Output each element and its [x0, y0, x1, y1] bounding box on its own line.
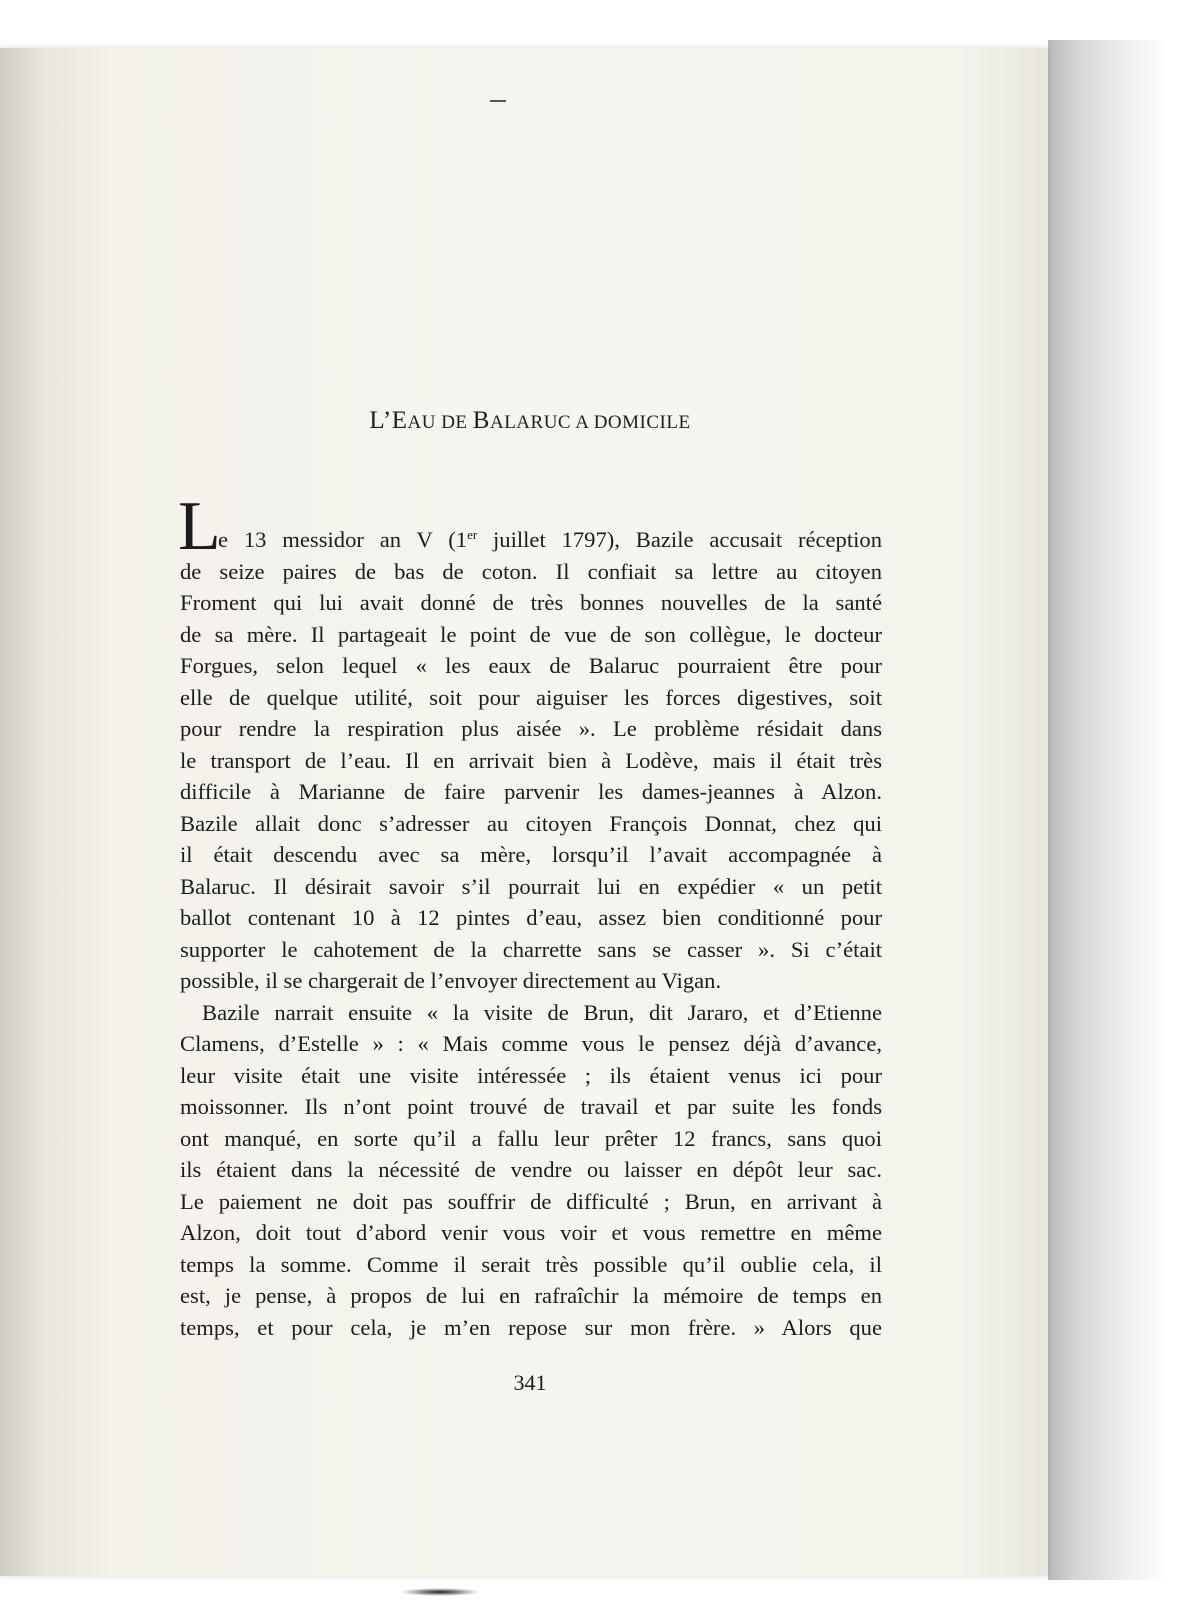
page-number: 341 [513, 1370, 547, 1395]
title-initial: L’ [369, 407, 392, 434]
text-line: ont manqué, en sorte qu’il a fallu leur prêter 12 francs, sans quoi [180, 1125, 882, 1151]
text-line: ils étaient dans la nécessité de vendre ou laisser en dépôt leur sac. [180, 1157, 882, 1182]
text-line: Bazile allait donc s’adresser au citoyen François Donnat, chez qui [180, 810, 882, 836]
title-caps-1: E [391, 407, 408, 434]
text-line: difficile à Marianne de faire parvenir les dames-jeannes à Alzon. [180, 779, 882, 804]
text-line: est, je pense, à propos de lui en rafraîchir la mémoire de temps en [180, 1283, 882, 1308]
text-line: Forgues, selon lequel « les eaux de Balaruc pourraient être pour [180, 653, 882, 678]
title-smallcaps-2: ALARUC A DOMICILE [489, 412, 691, 433]
chapter-title [180, 407, 880, 435]
text-line: Balaruc. Il désirait savoir s’il pourrait lui en expédier « un petit [180, 873, 882, 899]
scan-artifact [400, 1588, 480, 1596]
text-line: temps, et pour cela, je m’en repose sur mon frère. » Alors que [180, 1314, 882, 1340]
text-line: ballot contenant 10 à 12 pintes d’eau, assez bien conditionné pour [180, 905, 882, 930]
text-line: possible, il se chargerait de l’envoyer directement au Vigan. [180, 968, 722, 993]
body-text [180, 524, 882, 1343]
text-line: pour rendre la respiration plus aisée ». Le problème résidait dans [180, 716, 882, 741]
text-line: Clamens, d’Estelle » : « Mais comme vous le pensez déjà d’avance, [180, 1031, 882, 1056]
title-smallcaps-1: AU DE [407, 412, 473, 433]
text-line: le transport de l’eau. Il en arrivait bien à Lodève, mais il était très [180, 747, 882, 773]
text-line: moissonner. Ils n’ont point trouvé de travail et par suite les fonds [180, 1094, 882, 1119]
text-line: Bazile narrait ensuite « la visite de Brun, dit Jararo, et d’Etienne [202, 999, 882, 1025]
text-line: Le paiement ne doit pas souffrir de difficulté ; Brun, en arrivant à [180, 1188, 882, 1214]
text-line: e 13 messidor an V (1er juillet 1797), Bazile accusait réception [218, 527, 882, 552]
text-line: de seize paires de bas de coton. Il confiait sa lettre au citoyen [180, 558, 882, 584]
superscript-er: er [467, 527, 478, 542]
text-line: temps la somme. Comme il serait très possible qu’il oublie cela, il [180, 1251, 882, 1277]
text-line: de sa mère. Il partageait le point de vue de son collègue, le docteur [180, 621, 882, 647]
text-line: elle de quelque utilité, soit pour aiguiser les forces digestives, soit [180, 684, 882, 710]
top-dash-mark [490, 100, 506, 102]
text-line: il était descendu avec sa mère, lorsqu’il l’avait accompagnée à [180, 842, 882, 867]
page-edge-shadow [1048, 40, 1168, 1580]
text-line: leur visite était une visite intéressée ; ils étaient venus ici pour [180, 1062, 882, 1088]
title-caps-2: B [472, 407, 490, 434]
text-line: Alzon, doit tout d’abord venir vous voir et vous remettre en même [180, 1220, 882, 1245]
text-line: supporter le cahotement de la charrette sans se casser ». Si c’était [180, 936, 882, 962]
drop-cap: L [178, 488, 221, 565]
text-line: Froment qui lui avait donné de très bonnes nouvelles de la santé [180, 590, 882, 615]
